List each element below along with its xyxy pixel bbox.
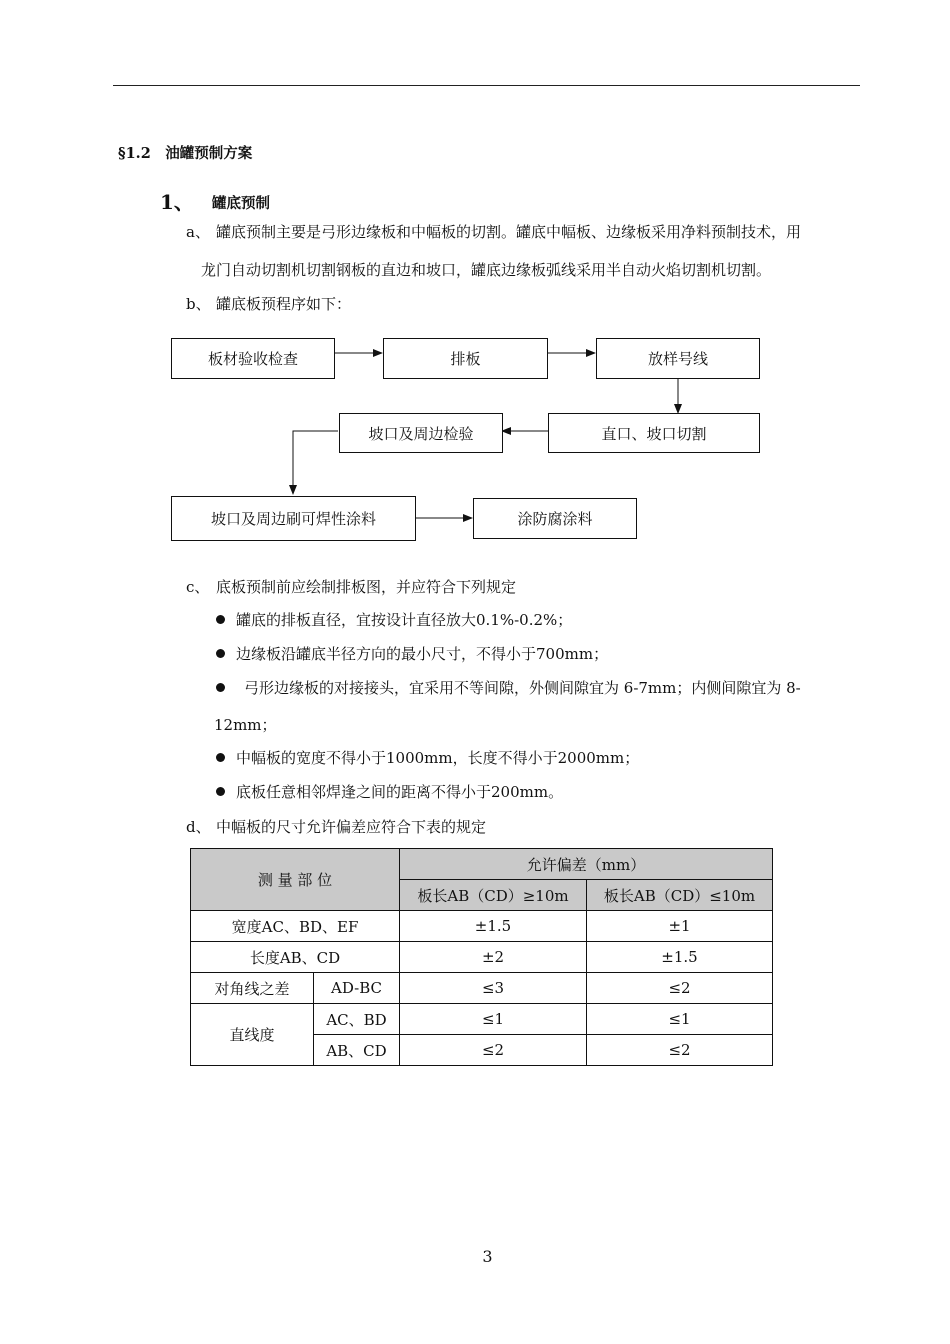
table-row — [191, 942, 773, 973]
para-c-label: c、 — [186, 578, 210, 596]
bullet-item-2: 边缘板沿罐底半径方向的最小尺寸，不得小于700mm； — [236, 645, 609, 663]
para-b-text: 罐底板预程序如下： — [216, 295, 352, 313]
flow-step-6: 坡口及周边刷可焊性涂料 — [171, 496, 416, 541]
flow-step-4: 直口、坡口切割 — [548, 413, 760, 453]
header-part: 测 量 部 位 — [191, 849, 400, 911]
header-tolerance: 允许偏差（mm） — [400, 849, 773, 880]
row-value: ±1.5 — [587, 942, 773, 973]
bullet-item-1: 罐底的排板直径，宜按设计直径放大0.1%-0.2%； — [236, 611, 573, 629]
row-value: ±2 — [400, 942, 587, 973]
row-label: 宽度AC、BD、EF — [191, 911, 400, 942]
flow-step-7: 涂防腐涂料 — [473, 498, 637, 539]
row-label: 对角线之差 — [191, 973, 314, 1004]
flow-step-1: 板材验收检查 — [171, 338, 335, 379]
row-value: ≤2 — [587, 973, 773, 1004]
para-a-label: a、 — [186, 223, 210, 241]
row-value: ≤1 — [400, 1004, 587, 1035]
table-row — [191, 973, 773, 1004]
header-col-2: 板长AB（CD）≤10m — [587, 880, 773, 911]
row-sublabel: AB、CD — [314, 1035, 400, 1066]
bullet-item-3-cont: 12mm； — [214, 716, 277, 734]
flow-step-5: 坡口及周边检验 — [339, 413, 503, 453]
flow-step-3: 放样号线 — [596, 338, 760, 379]
subsection-number: 1、 — [160, 190, 194, 214]
bullet-item-4: 中幅板的宽度不得小于1000mm，长度不得小于2000mm； — [236, 749, 640, 767]
row-value: ≤1 — [587, 1004, 773, 1035]
table-row — [191, 1004, 773, 1035]
para-d-text: 中幅板的尺寸允许偏差应符合下表的规定 — [216, 818, 487, 836]
row-sublabel: AC、BD — [314, 1004, 400, 1035]
row-value: ±1 — [587, 911, 773, 942]
row-label: 长度AB、CD — [191, 942, 400, 973]
bullet-icon — [216, 787, 225, 796]
table-row — [191, 911, 773, 942]
subsection-title: 罐底预制 — [212, 195, 270, 212]
para-d-label: d、 — [186, 818, 211, 836]
flow-step-2: 排板 — [383, 338, 548, 379]
header-col-1: 板长AB（CD）≥10m — [400, 880, 587, 911]
row-sublabel: AD-BC — [314, 973, 400, 1004]
para-a-line2: 龙门自动切割机切割钢板的直边和坡口，罐底边缘板弧线采用半自动火焰切割机切割。 — [201, 261, 772, 279]
row-value: ±1.5 — [400, 911, 587, 942]
para-c-text: 底板预制前应绘制排板图，并应符合下列规定 — [216, 578, 517, 596]
row-label: 直线度 — [191, 1004, 314, 1066]
bullet-item-3: 弓形边缘板的对接接头，宜采用不等间隙，外侧间隙宜为 6-7mm；内侧间隙宜为 8- — [244, 679, 801, 697]
row-value: ≤2 — [587, 1035, 773, 1066]
flowchart-arrows — [0, 0, 950, 560]
table-header-row — [191, 849, 773, 880]
row-value: ≤3 — [400, 973, 587, 1004]
bullet-icon — [216, 753, 225, 762]
bullet-icon — [216, 683, 225, 692]
page-number: 3 — [482, 1247, 493, 1266]
bullet-icon — [216, 615, 225, 624]
section-heading: §1.2 油罐预制方案 — [118, 145, 253, 162]
tolerance-table — [190, 848, 773, 1066]
row-value: ≤2 — [400, 1035, 587, 1066]
arrow-5-6 — [293, 431, 338, 494]
bullet-item-5: 底板任意相邻焊逢之间的距离不得小于200mm。 — [236, 783, 564, 801]
para-b-label: b、 — [186, 295, 211, 313]
bullet-icon — [216, 649, 225, 658]
para-a-line1: 罐底预制主要是弓形边缘板和中幅板的切割。罐底中幅板、边缘板采用净料预制技术，用 — [216, 223, 802, 241]
